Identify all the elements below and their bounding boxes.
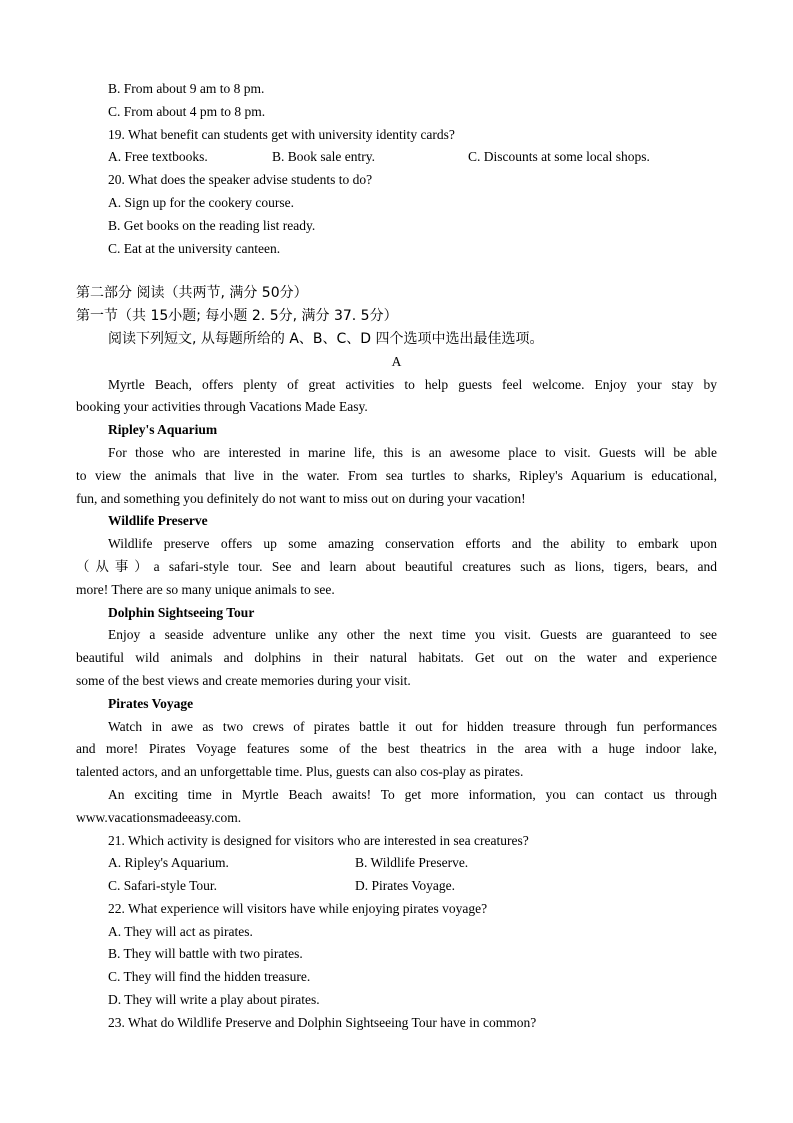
paragraph-line: Wildlife preserve offers up some amazing conservation efforts and the ability to embark upon	[108, 536, 717, 552]
q19-options	[76, 146, 717, 169]
paragraph-line: talented actors, and an unforgettable time. Plus, guests can also cos-play as pirates.	[76, 764, 524, 780]
closing-line-1: An exciting time in Myrtle Beach awaits! To get more information, you can contact us through	[108, 786, 717, 802]
intro-line-2: booking your activities through Vacations Made Easy.	[76, 399, 368, 415]
paragraph-line: fun, and something you definitely do not want to miss out on during your vacation!	[76, 490, 526, 506]
paragraph-line: For those who are interested in marine life, this is an awesome place to visit. Guests will be able	[108, 444, 717, 460]
paragraph-line: Watch in awe as two crews of pirates battle it out for hidden treasure through fun performances	[108, 718, 717, 734]
q21-question: 21. Which activity is designed for visitors who are interested in sea creatures?	[108, 832, 529, 848]
q19-option-a: A. Free textbooks.	[108, 149, 208, 165]
q22-option-a: A. They will act as pirates.	[108, 923, 253, 939]
paragraph-line: beautiful wild animals and dolphins in their natural habitats. Get out on the water and experience	[76, 650, 717, 666]
closing-line-2: www.vacationsmadeeasy.com.	[76, 809, 242, 825]
q22-option-d: D. They will write a play about pirates.	[108, 992, 320, 1008]
paragraph-line: and more! Pirates Voyage features some of the best theatrics in the area with a huge indoor lake,	[76, 741, 717, 757]
q23-question: 23. What do Wildlife Preserve and Dolphin Sightseeing Tour have in common?	[108, 1014, 537, 1030]
part-title: 第二部分 阅读（共两节, 满分 50分）	[76, 285, 308, 302]
q20-option-a: A. Sign up for the cookery course.	[108, 194, 294, 210]
paragraph-line: Enjoy a seaside adventure unlike any other the next time you visit. Guests are guaranteed to see	[108, 627, 717, 643]
heading-pirates-voyage: Pirates Voyage	[108, 695, 194, 711]
section-gap	[76, 260, 717, 282]
q21-option-b: B. Wildlife Preserve.	[355, 855, 469, 871]
q18-option-b: B. From about 9 am to 8 pm.	[108, 81, 265, 96]
heading-dolphin-sightseeing-tour: Dolphin Sightseeing Tour	[108, 604, 255, 620]
q22-question: 22. What experience will visitors have while enjoying pirates voyage?	[108, 900, 488, 916]
q20-question: 20. What does the speaker advise students to do?	[108, 172, 373, 188]
q19-option-b: B. Book sale entry.	[272, 149, 375, 165]
intro-line-1: Myrtle Beach, offers plenty of great activities to help guests feel welcome. Enjoy your stay by	[108, 376, 717, 392]
heading-wildlife-preserve: Wildlife Preserve	[108, 513, 208, 529]
q18-option-c: C. From about 4 pm to 8 pm.	[108, 103, 266, 119]
q19-question: 19. What benefit can students get with university identity cards?	[108, 126, 455, 142]
q21-option-c: C. Safari-style Tour.	[108, 878, 218, 894]
q20-option-b: B. Get books on the reading list ready.	[108, 217, 316, 233]
q22-option-b: B. They will battle with two pirates.	[108, 946, 303, 962]
paragraph-line: more! There are so many unique animals to see.	[76, 581, 335, 597]
q21-option-a: A. Ripley's Aquarium.	[108, 855, 229, 871]
section-title: 第一节（共 15小题; 每小题 2. 5分, 满分 37. 5分）	[76, 308, 398, 325]
paragraph-line: some of the best views and create memories during your visit.	[76, 672, 411, 688]
q21-options-row-2	[76, 875, 717, 898]
reading-instruction: 阅读下列短文, 从每题所给的 A、B、C、D 四个选项中选出最佳选项。	[108, 330, 544, 347]
q21-options-row-1	[76, 852, 717, 875]
q21-option-d: D. Pirates Voyage.	[355, 878, 455, 894]
q22-option-c: C. They will find the hidden treasure.	[108, 969, 311, 985]
heading-ripleys-aquarium: Ripley's Aquarium	[108, 422, 218, 438]
page-content	[76, 78, 717, 1035]
paragraph-line: to view the animals that live in the water. From sea turtles to sharks, Ripley's Aquarium is educational,	[76, 467, 717, 483]
q20-option-c: C. Eat at the university canteen.	[108, 240, 281, 256]
passage-label: A	[391, 353, 402, 369]
q19-option-c: C. Discounts at some local shops.	[468, 149, 650, 165]
paragraph-line: （从事）a safari-style tour. See and learn about beautiful creatures such as lions, tigers, bears, and	[76, 558, 717, 574]
